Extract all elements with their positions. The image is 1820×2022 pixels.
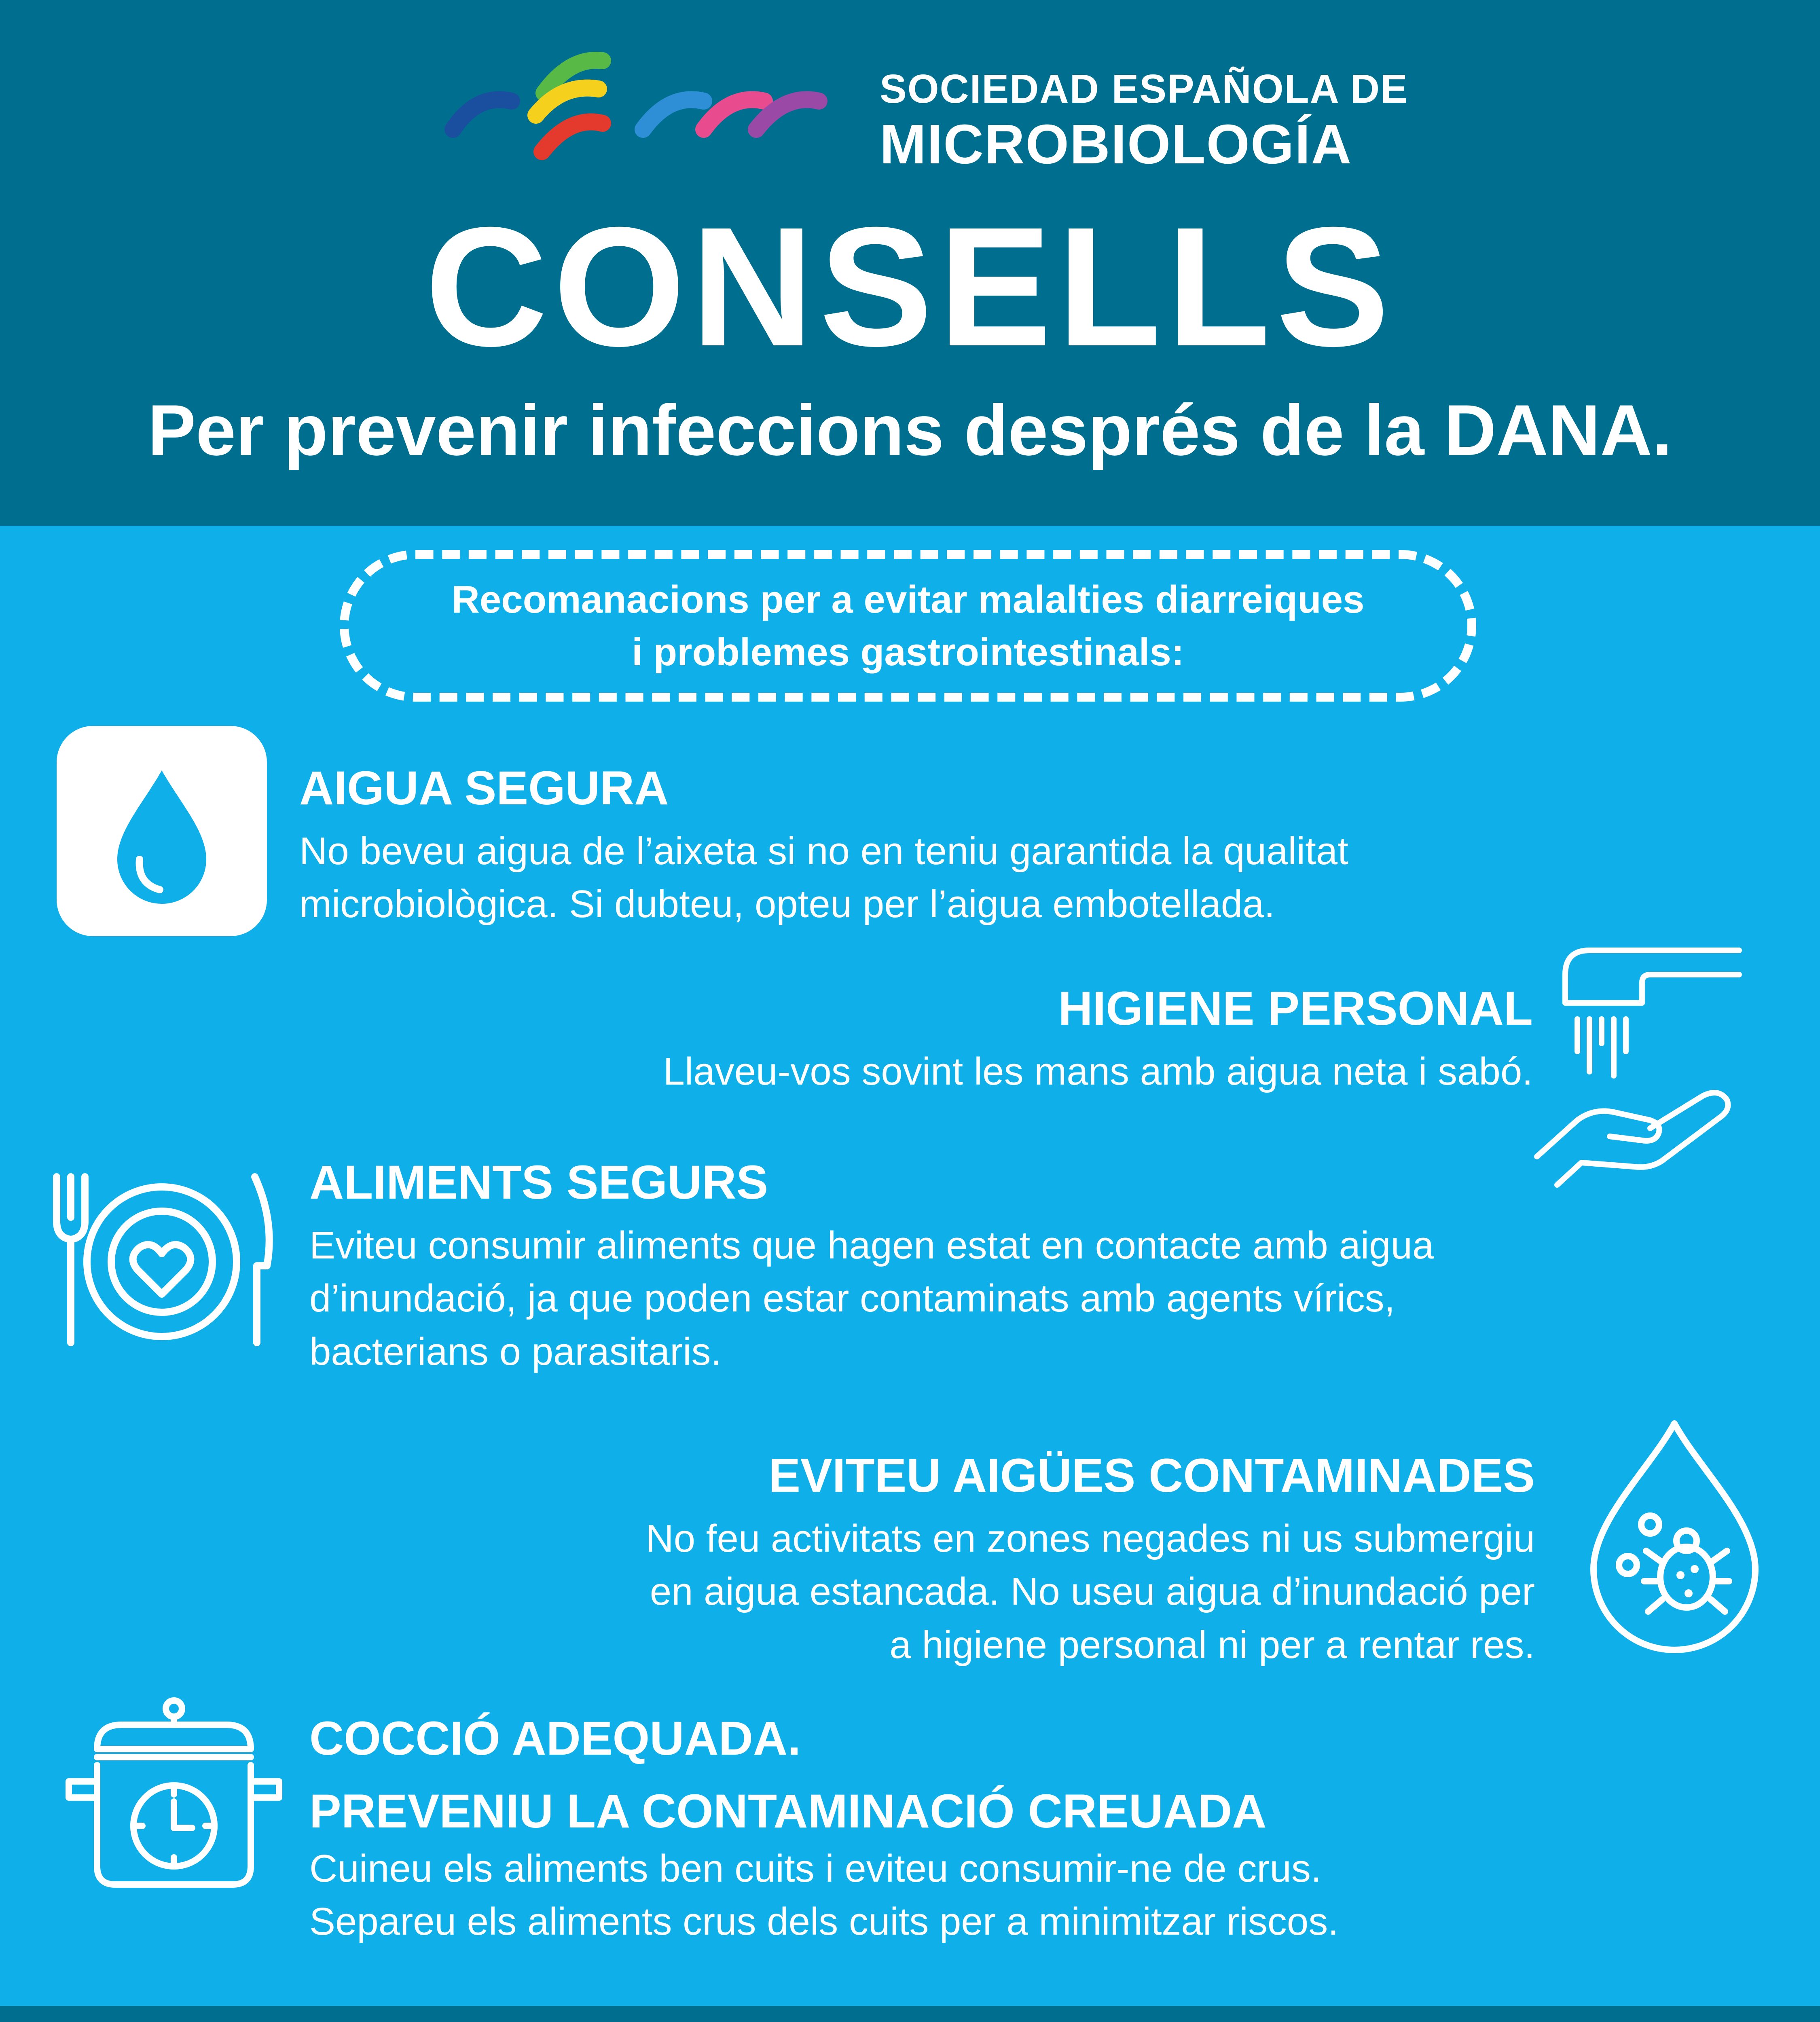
tip-safe-food	[309, 1157, 1434, 1378]
tip-contaminated-water-line2: en aigua estancada. No useu aigua d’inundació per	[650, 1570, 1535, 1614]
tip-proper-cooking	[309, 1713, 1339, 1948]
org-name-line2: MICROBIOLOGÍA	[880, 113, 1352, 176]
sem-logo-icon	[441, 32, 837, 170]
intro-line2: i problemes gastrointestinals:	[632, 630, 1184, 674]
organization-name	[880, 66, 1408, 176]
page-title: CONSELLS	[425, 192, 1395, 382]
tip-safe-food-title: ALIMENTS SEGURS	[309, 1156, 768, 1209]
tip-personal-hygiene-text	[663, 1045, 1533, 1098]
tip-safe-water-text	[299, 825, 1348, 931]
header	[0, 0, 1820, 526]
hand-washing-icon	[1529, 942, 1755, 1193]
tip-proper-cooking-text	[309, 1842, 1339, 1948]
intro-box	[340, 550, 1476, 702]
tip-personal-hygiene-title: HIGIENE PERSONAL	[1058, 982, 1533, 1035]
cooking-pot-timer-icon	[61, 1696, 287, 1891]
tip-contaminated-water-title: EVITEU AIGÜES CONTAMINADES	[768, 1449, 1535, 1502]
contaminated-drop-icon	[1585, 1415, 1763, 1658]
plate-cutlery-icon	[49, 1173, 275, 1351]
tip-safe-water-title: AIGUA SEGURA	[299, 761, 669, 815]
tip-personal-hygiene-line1: Llaveu-vos sovint les mans amb aigua neta i sabó.	[663, 1049, 1533, 1093]
tip-safe-water-line2: microbiològica. Si dubteu, opteu per l’aigua embotellada.	[299, 882, 1275, 926]
tip-proper-cooking-title	[309, 1713, 1339, 1838]
tip-safe-food-line2: d’inundació, ja que poden estar contaminats amb agents vírics,	[309, 1277, 1395, 1320]
tip-safe-water	[299, 762, 1348, 931]
tip-proper-cooking-title-line2: PREVENIU LA CONTAMINACIÓ CREUADA	[309, 1784, 1267, 1838]
page-subtitle: Per prevenir infeccions després de la DANA.	[148, 390, 1672, 470]
org-name-line1: SOCIEDAD ESPAÑOLA DE	[880, 66, 1408, 112]
tip-proper-cooking-line1: Cuineu els aliments ben cuits i eviteu consumir-ne de crus.	[309, 1846, 1322, 1890]
tip-proper-cooking-line2: Separeu els aliments crus dels cuits per a minimitzar riscos.	[309, 1900, 1339, 1944]
tip-contaminated-water-text	[645, 1512, 1535, 1672]
tip-contaminated-water-line1: No feu activitats en zones negades ni us submergiu	[645, 1516, 1535, 1560]
tip-safe-food-text	[309, 1219, 1434, 1379]
tip-safe-food-line3: bacterians o parasitaris.	[309, 1330, 722, 1373]
tip-safe-water-line1: No beveu aigua de l’aixeta si no en teniu garantida la qualitat	[299, 829, 1348, 873]
tip-proper-cooking-title-line1: COCCIÓ ADEQUADA.	[309, 1712, 801, 1765]
tip-contaminated-water	[645, 1450, 1535, 1671]
tip-safe-food-line1: Eviteu consumir aliments que hagen estat en contacte amb aigua	[309, 1223, 1434, 1267]
tip-contaminated-water-line3: a higiene personal ni per a rentar res.	[889, 1623, 1535, 1667]
intro-line1: Recomanacions per a evitar malalties diarreiques	[451, 577, 1365, 621]
tip-personal-hygiene	[663, 983, 1533, 1098]
footer	[0, 2006, 1820, 2022]
water-drop-icon	[57, 726, 267, 936]
